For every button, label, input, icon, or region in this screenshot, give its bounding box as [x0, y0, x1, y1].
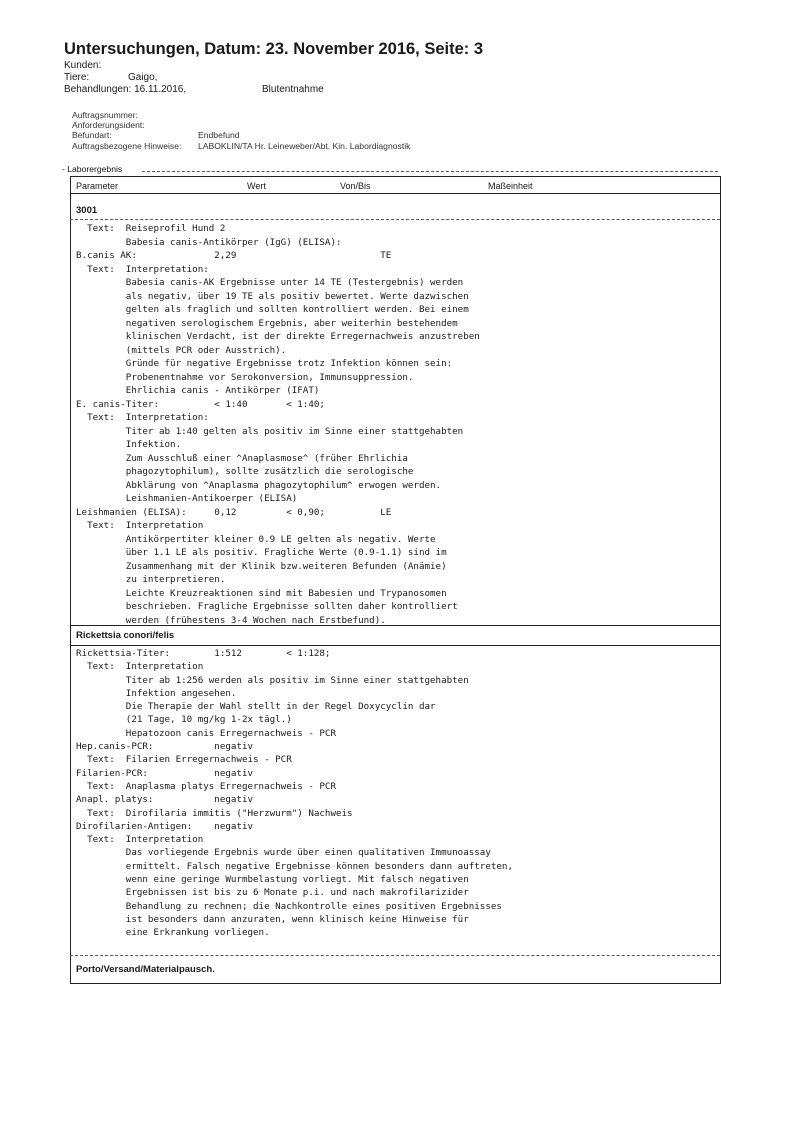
result-line: Ehrlichia canis - Antikörper (IFAT)	[76, 385, 320, 396]
result-line: E. canis-Titer: < 1:40 < 1:40;	[76, 398, 325, 410]
result-line: Text: Interpretation:	[76, 263, 209, 275]
result-line: Text: Interpretation:	[76, 412, 209, 423]
header-masseinheit: Maßeinheit	[488, 181, 533, 191]
result-line: eine Erkrankung vorliegen.	[76, 927, 270, 939]
befundart-value: Endbefund	[198, 130, 240, 140]
result-line: Leishmanien (ELISA): 0,12 < 0,90; LE	[76, 506, 392, 518]
result-line: ist besonders dann anzuraten, wenn klinisch keine Hinweise für	[76, 913, 469, 925]
result-line: zu interpretieren.	[76, 574, 226, 585]
result-line: wenn eine geringe Wurmbelastung vorliegt. Mit falsch negativen	[76, 874, 469, 886]
result-line: Text: Dirofilaria immitis ("Herzwurm") Nachweis	[76, 807, 353, 819]
result-line: beschrieben. Fragliche Ergebnisse sollten daher kontrolliert	[76, 601, 458, 612]
result-line: klinischen Verdacht, ist der direkte Erregernachweis anzustreben	[76, 331, 480, 342]
group-rickettsia-content	[76, 647, 513, 940]
group-rickettsia-rule	[70, 645, 720, 646]
result-line: Text: Anaplasma platys Erregernachweis - PCR	[76, 780, 336, 792]
result-line: als negativ, über 19 TE als positiv bewertet. Werte dazwischen	[76, 290, 469, 302]
result-line: B.canis AK: 2,29 TE	[76, 250, 392, 261]
header-von-bis: Von/Bis	[340, 181, 371, 191]
group-3001-rule	[70, 219, 720, 220]
header-wert: Wert	[247, 181, 266, 191]
result-line: Abklärung von ^Anaplasma phagozytophilum^ erwogen werden.	[76, 479, 442, 491]
result-line: Ergebnissen ist bis zu 6 Monate p.i. und nach makrofilarizider	[76, 887, 469, 899]
result-line: Titer ab 1:40 gelten als positiv im Sinne einer stattgehabten	[76, 425, 464, 437]
result-line: Leishmanien-Antikoerper (ELISA)	[76, 493, 298, 504]
result-line: Infektion.	[76, 439, 182, 450]
anforderungsident-label: Anforderungsident:	[72, 120, 145, 130]
group-rickettsia-title: Rickettsia conori/felis	[76, 630, 175, 641]
result-line: über 1.1 LE als positiv. Fragliche Werte (0.9-1.1) sind im	[76, 547, 447, 558]
section-rule	[142, 171, 718, 172]
result-line: Die Therapie der Wahl stellt in der Regel Doxycyclin dar	[76, 701, 436, 713]
result-line: Text: Filarien Erregernachweis - PCR	[76, 754, 292, 766]
hinweise-value: LABOKLIN/TA Hr. Leineweber/Abt. Kin. Labordiagnostik	[198, 141, 411, 151]
result-line: (21 Tage, 10 mg/kg 1-2x tägl.)	[76, 714, 292, 726]
header-parameter: Parameter	[76, 181, 119, 191]
result-line: Zusammenhang mit der Klinik bzw.weiteren Befunden (Anämie)	[76, 560, 447, 572]
result-line: Das vorliegende Ergebnis wurde über einen qualitativen Immunoassay	[76, 847, 491, 859]
hinweise-label: Auftragsbezogene Hinweise:	[72, 141, 182, 151]
result-line: Hep.canis-PCR: negativ	[76, 741, 254, 753]
result-line: Anapl. platys: negativ	[76, 794, 254, 806]
result-line: negativen serologischem Ergebnis, aber weiterhin bestehendem	[76, 317, 458, 329]
behandlungen-value: Blutentnahme	[262, 84, 324, 95]
result-line: werden (frühestens 3-4 Wochen nach Erstbefund).	[76, 614, 386, 626]
result-line: Antikörpertiter kleiner 0.9 LE gelten als negativ. Werte	[76, 533, 436, 545]
result-line: Text: Interpretation	[76, 834, 204, 846]
result-line: Probenentnahme vor Serokonversion, Immunsuppression.	[76, 371, 414, 383]
group-rickettsia-top-rule	[70, 625, 720, 626]
auftragsnummer-label: Auftragsnummer:	[72, 110, 138, 120]
group-porto-rule	[70, 955, 720, 956]
group-3001-title: 3001	[76, 205, 98, 216]
result-line: Text: Reiseprofil Hund 2	[76, 223, 226, 234]
result-line: Filarien-PCR: negativ	[76, 767, 254, 779]
result-line: Leichte Kreuzreaktionen sind mit Babesien und Trypanosomen	[76, 587, 447, 599]
header-divider	[70, 193, 720, 194]
result-line: Dirofilarien-Antigen: negativ	[76, 820, 254, 832]
page-title: Untersuchungen, Datum: 23. November 2016, Seite: 3	[64, 40, 484, 58]
result-line: Behandlung zu rechnen; die Nachkontrolle eines positiven Ergebnisses	[76, 900, 502, 912]
result-line: Zum Ausschluß einer ^Anaplasmose^ (früher Ehrlichia	[76, 452, 408, 464]
tiere-value: Gaigo,	[128, 72, 158, 83]
behandlungen-label: Behandlungen: 16.11.2016,	[64, 84, 187, 95]
result-line: Babesia canis-AK Ergebnisse unter 14 TE (Testergebnis) werden	[76, 277, 464, 288]
group-porto-title: Porto/Versand/Materialpausch.	[76, 964, 215, 975]
kunden-label: Kunden:	[64, 60, 102, 71]
befundart-label: Befundart:	[72, 130, 112, 140]
result-line: Text: Interpretation	[76, 661, 204, 673]
result-line: Titer ab 1:256 werden als positiv im Sinne einer stattgehabten	[76, 674, 469, 686]
group-3001-content	[76, 222, 480, 627]
result-line: gelten als fraglich und sollten kontrolliert werden. Bei einem	[76, 304, 469, 315]
result-line: Rickettsia-Titer: 1:512 < 1:128;	[76, 648, 331, 659]
result-line: Hepatozoon canis Erregernachweis - PCR	[76, 727, 336, 739]
result-line: phagozytophilum), sollte zusätzlich die serologische	[76, 466, 414, 477]
tiere-label: Tiere:	[64, 72, 90, 83]
result-line: Text: Interpretation	[76, 520, 204, 531]
result-line: (mittels PCR oder Ausstrich).	[76, 344, 287, 356]
result-line: Gründe für negative Ergebnisse trotz Infektion können sein:	[76, 358, 453, 369]
result-line: Infektion angesehen.	[76, 687, 237, 699]
section-title: - Laborergebnis	[62, 164, 123, 174]
result-line: ermittelt. Falsch negative Ergebnisse können besonders dann auftreten,	[76, 860, 513, 872]
result-line: Babesia canis-Antikörper (IgG) (ELISA):	[76, 236, 342, 248]
